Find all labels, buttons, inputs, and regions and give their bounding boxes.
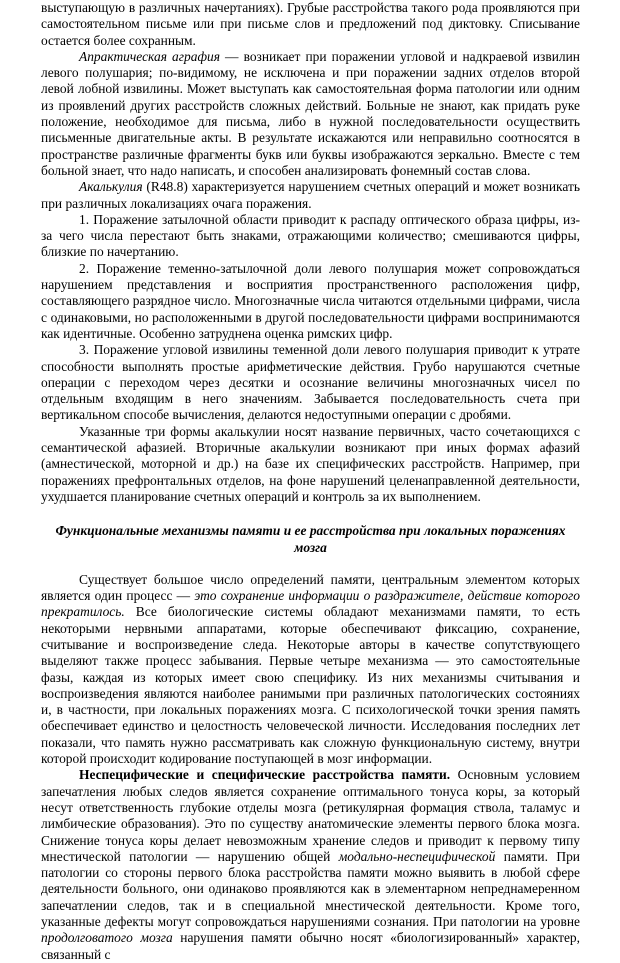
paragraph-memory-definition (41, 572, 580, 768)
paragraph-acalculia-forms: Указанные три формы акалькулии носят название первичных, часто сочетающихся с семантической афазией. Вторичные акалькулии возникают при иных формах афазий (амнестической, моторной и др.) на базе их специфических расстройств. Например, при поражениях префронтальных отделов, на фоне нарушений целенаправленной деятельности, ухудшается планирование счетных операций и контроль за их выполнением. (41, 423, 580, 504)
paragraph-memory-disorders (41, 767, 580, 963)
paragraph-apraxic-agraphia (41, 49, 580, 179)
list-item-2: 2. Поражение теменно-затылочной доли левого полушария может сопровождаться нарушением представления и восприятия пространственного расположения цифр, составляющего разрядное число. Многозначные числа читаются отдельными цифрами, числа с одинаковыми, но расположенными в другой последовательности цифрами воспринимаются как идентичные. Особенно затруднена оценка римских цифр. (41, 260, 580, 341)
term-apraxic-agraphia: Апрактическая аграфия (79, 48, 220, 64)
term-acalculia: Акалькулия (79, 179, 143, 195)
paragraph-text: Все биологические системы обладают механизмами памяти, то есть некоторыми нервными аппаратами, которые обеспечивают фиксацию, сохранение, считывание и воспроизведение следа. Некоторые авторы в качестве сопутствующего выделяют также процесс забывания. Первые четыре механизма — это самостоятельные фазы, каждая из которых имеет свою специфику. Из них механизмы считывания и воспроизведения являются наиболее ранимыми при различных патологических состояниях и, в частности, при локальных поражениях мозга. С психологической точки зрения память обеспечивает единство и целостность человеческой личности. Исследования последних лет показали, что память нужно рассматривать как сложную функциональную систему, внутри которой происходит кодирование поступающей в мозг информации. (41, 604, 580, 767)
paragraph-continuation: выступающую в различных начертаниях). Грубые расстройства такого рода проявляются при самостоятельном письме или при письме слов и предложений под диктовку. Списывание остается более сохранным. (41, 0, 580, 48)
paragraph-text: — возникает при поражении угловой и надкраевой извилин левого полушария; по-видимому, не исключена и при поражении задних отделов второй левой лобной извилины. Может выступать как самостоятельная форма патологии или одним из проявлений других расстройств сложных действий. Больные не знают, как придать руке положение, необходимое для письма, либо в нужной последовательности осуществить письменные двигательные акты. В результате искажаются или неправильно соотносятся в пространстве различные фрагменты букв или буквы изображаются зеркально. Вместе с тем больной знает, что надо написать, и способен анализировать фонемный состав слова. (41, 48, 580, 178)
list-item-3: 3. Поражение угловой извилины теменной доли левого полушария приводит к утрате способности выполнять простые арифметические действия. Грубо нарушаются счетные операции с переходом через десятки и осознание величины многозначных чисел по отдельным входящим в него значениям. Забывается последовательность счета при вертикальном способе вычисления, делаются недоступными операции с дробями. (41, 342, 580, 423)
paragraph-text: памяти. При патологии со стороны первого блока расстройства памяти можно выявить в любой сфере деятельности больного, они одинаково проявляются как в элементарном непреднамеренном запечатлении следов, так и в специальной мнестической деятельности. Кроме того, указанные дефекты могут сопровождаться нарушениями сознания. При патологии на уровне (41, 848, 580, 930)
paragraph-text: нарушения памяти обычно носят «биологизированный» характер, связанный с (41, 930, 580, 962)
subheading-memory-disorders: Неспецифические и специфические расстройства памяти. (79, 767, 451, 783)
paragraph-text: (R48.8) характеризуется нарушением счетных операций и может возникать при различных локализациях очага поражения. (41, 179, 580, 211)
paragraph-text: Существует большое число определений памяти, центральным элементом которых является один процесс — (41, 571, 580, 604)
term-modal-nonspecific: модально-неспецифической (338, 848, 496, 864)
term-medulla: продолговатого мозга (41, 930, 173, 946)
paragraph-acalculia (41, 179, 580, 212)
definition-emphasis: это сохранение информации о раздражителе, действие которого прекратилось. (41, 588, 580, 620)
paragraph-text: Основным условием запечатления любых следов является сохранение оптимального тонуса коры, за который несут ответственность глубокие отделы мозга (ретикулярная формация ствола, таламус и лимбические образования). Это по существу анатомические элементы первого блока мозга. Снижение тонуса коры делает невозможным хранение следов и приводит к первому типу мнестической патологии — нарушению общей (41, 767, 580, 864)
section-heading: Функциональные механизмы памяти и ее расстройства при локальных поражениях мозга (55, 523, 566, 555)
list-item-1: 1. Поражение затылочной области приводит к распаду оптического образа цифры, из-за чего числа перестают быть знаками, отражающими количество; смешиваются цифры, близкие по начертанию. (41, 211, 580, 260)
